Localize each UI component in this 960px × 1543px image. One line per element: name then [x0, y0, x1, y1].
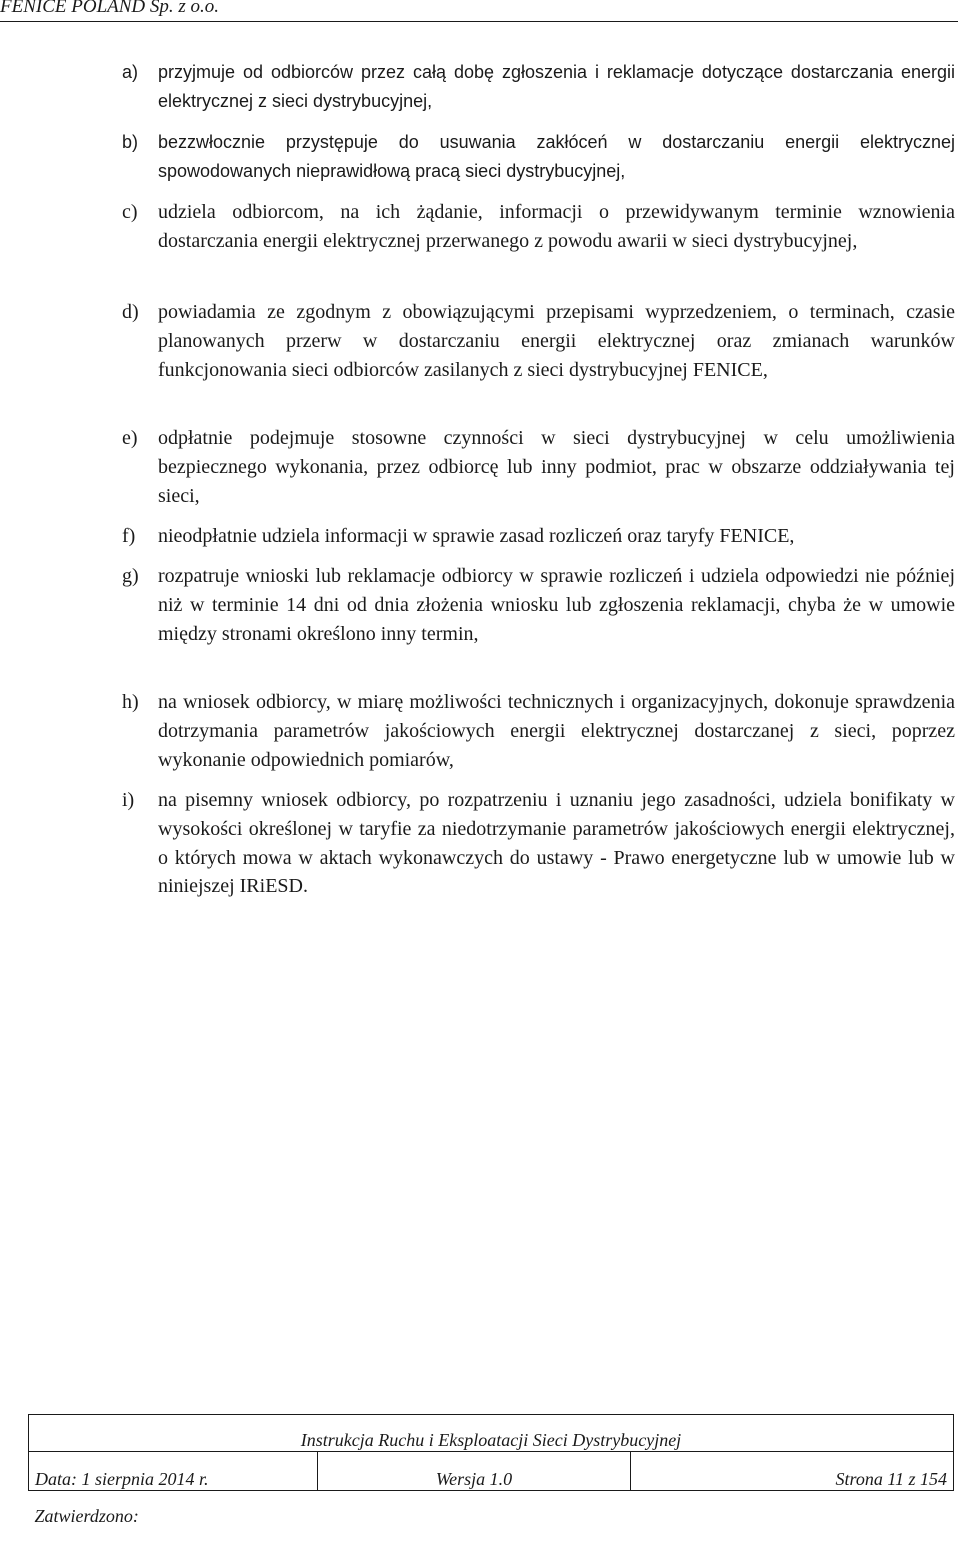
list-item-label: b) [122, 132, 139, 152]
header-divider [0, 21, 958, 22]
footer-version: Wersja 1.0 [318, 1452, 631, 1490]
list-item-label: c) [122, 201, 138, 223]
list-item-text: odpłatnie podejmuje stosowne czynności w sieci dystrybucyjnej w celu umożliwienia bezpiecznego wykonania, przez odbiorcę lub inny podmiot, prac w obszarze oddziaływania tej sieci, [158, 427, 955, 507]
list-item-label: i) [122, 789, 135, 811]
list-item-label: f) [122, 525, 136, 547]
list-item-text: udziela odbiorcom, na ich żądanie, informacji o przewidywanym terminie wznowienia dostarczania energii elektrycznej przerwanego z powodu awarii w sieci dystrybucyjnej, [158, 201, 955, 252]
list-item-text: powiadamia ze zgodnym z obowiązującymi przepisami wyprzedzeniem, o terminach, czasie planowanych przerw w dostarczaniu energii elektrycznej oraz zmianach warunków funkcjonowania sieci odbiorców zasilanych z sieci dystrybucyjnej FENICE, [158, 301, 955, 381]
list-item-text: nieodpłatnie udziela informacji w sprawie zasad rozliczeń oraz taryfy FENICE, [158, 525, 795, 547]
list-item-text: bezzwłocznie przystępuje do usuwania zakłóceń w dostarczaniu energii elektrycznej spowodowanych nieprawidłową pracą sieci dystrybucyjnej, [158, 132, 955, 181]
list-item-label: a) [122, 62, 139, 82]
list-item-text: rozpatruje wnioski lub reklamacje odbiorcy w sprawie rozliczeń i udziela odpowiedzi nie później niż w terminie 14 dni od dnia złożenia wniosku lub zgłoszenia reklamacji, chyba że w umowie między stronami określono inny termin, [158, 565, 955, 645]
footer-approved: Zatwierdzono: [29, 1490, 954, 1527]
footer-date: Data: 1 sierpnia 2014 r. [29, 1452, 318, 1490]
list-item-label: d) [122, 301, 139, 323]
page-header [0, 0, 960, 22]
list-item-label: h) [122, 691, 139, 713]
list-item-text: na wniosek odbiorcy, w miarę możliwości technicznych i organizacyjnych, dokonuje sprawdzenia dotrzymania parametrów jakościowych energii elektrycznej dostarczanej z sieci, poprzez wykonanie odpowiednich pomiarów, [158, 691, 955, 771]
footer-page-number: Strona 11 z 154 [631, 1452, 954, 1490]
list-item-label: g) [122, 565, 139, 587]
footer-doc-title: Instrukcja Ruchu i Eksploatacji Sieci Dystrybucyjnej [29, 1415, 954, 1452]
list-item-label: e) [122, 427, 138, 449]
company-name: FENICE POLAND Sp. z o.o. [0, 0, 220, 17]
list-item-text: przyjmuje od odbiorców przez całą dobę zgłoszenia i reklamacje dotyczące dostarczania energii elektrycznej z sieci dystrybucyjnej, [158, 62, 955, 111]
page-footer [28, 1414, 954, 1527]
list-item-text: na pisemny wniosek odbiorcy, po rozpatrzeniu i uznaniu jego zasadności, udziela bonifikaty w wysokości określonej w taryfie za niedotrzymanie parametrów jakościowych energii elektrycznej, o których mowa w aktach wykonawczych do ustawy - Prawo energetyczne lub w umowie lub w niniejszej IRiESD. [158, 789, 955, 898]
